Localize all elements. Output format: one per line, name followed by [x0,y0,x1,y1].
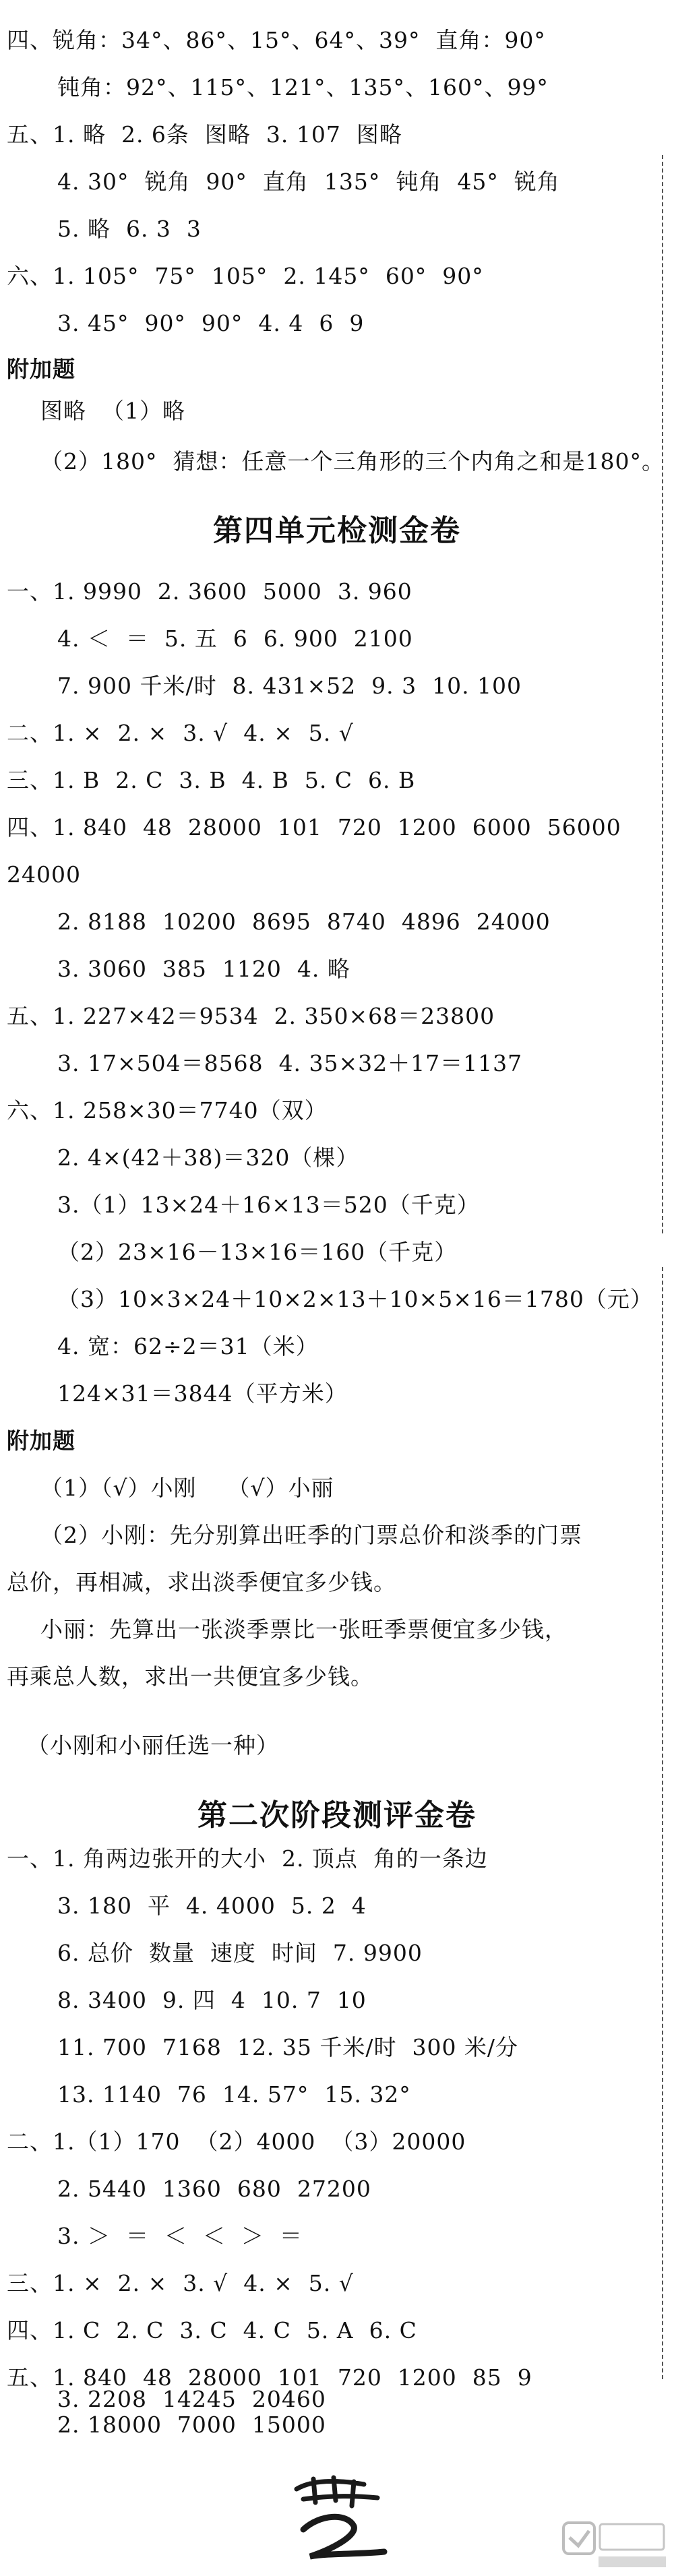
answer-line: 六、1. 258×30＝7740（双） [7,1097,328,1124]
answer-line: 2. 8188 10200 8695 8740 4896 24000 [57,909,551,935]
answer-line: 3.（1）13×24＋16×13＝520（千克） [57,1192,480,1218]
answer-line: 8. 3400 9. 四 4 10. 7 10 [57,1987,367,2013]
bonus-heading: 附加题 [7,1428,75,1454]
answer-line: 五、1. 略 2. 6条 图略 3. 107 图略 [7,121,402,148]
answer-line: 三、1. B 2. C 3. B 4. B 5. C 6. B [7,767,416,793]
answer-line: （小刚和小丽任选一种） [27,1732,279,1758]
answer-line: 3. 3060 385 1120 4. 略 [57,956,350,982]
answer-line: 四、锐角：34°、86°、15°、64°、39° 直角：90° [7,27,546,53]
bonus-heading: 附加题 [7,356,75,382]
answer-line: （2）小刚：先分别算出旺季的门票总价和淡季的门票 [40,1522,582,1548]
answer-line: 3. 45° 90° 90° 4. 4 6 9 [57,310,365,336]
answer-line: 二、1. × 2. × 3. √ 4. × 5. √ [7,720,354,746]
answer-line: 6. 总价 数量 速度 时间 7. 9900 [57,1940,423,1966]
answer-line: 3. 17×504＝8568 4. 35×32＋17＝1137 [57,1050,523,1076]
answer-line: 四、1. C 2. C 3. C 4. C 5. A 6. C [7,2317,417,2343]
answer-line: 一、1. 9990 2. 3600 5000 3. 960 [7,578,412,605]
answer-line: 总价，再相减，求出淡季便宜多少钱。 [7,1569,396,1595]
answer-line: 4. ＜ ＝ 5. 五 6 6. 900 2100 [57,625,413,652]
answer-line: （3）10×3×24＋10×2×13＋10×5×16＝1780（元） [57,1286,653,1312]
section-title: 第二次阶段测评金卷 [197,1798,477,1833]
answer-line: 一、1. 角两边张开的大小 2. 顶点 角的一条边 [7,1845,488,1872]
answer-line: 2. 18000 7000 15000 [57,2412,326,2438]
answer-line: 13. 1140 76 14. 57° 15. 32° [57,2081,411,2108]
answer-line: 5. 略 6. 3 3 [57,216,202,242]
answer-line: 五、1. 227×42＝9534 2. 350×68＝23800 [7,1003,495,1029]
answer-line: 11. 700 7168 12. 35 千米/时 300 米/分 [57,2034,519,2060]
answer-line: （2）23×16－13×16＝160（千克） [57,1239,458,1265]
answer-line: 4. 30° 锐角 90° 直角 135° 钝角 45° 锐角 [57,168,560,195]
section-title: 第四单元检测金卷 [213,514,461,548]
answer-line: 六、1. 105° 75° 105° 2. 145° 60° 90° [7,263,484,289]
answer-line: 图略 （1）略 [40,398,185,424]
answer-line: 7. 900 千米/时 8. 431×52 9. 3 10. 100 [57,673,522,699]
handwritten-page-number [283,2465,398,2567]
answer-line: 3. 180 平 4. 4000 5. 2 4 [57,1893,367,1919]
answer-line: 二、1.（1）170 （2）4000 （3）20000 [7,2128,466,2155]
answer-line: 五、1. 840 48 28000 101 720 1200 85 9 [7,2364,532,2391]
answer-line: 2. 5440 1360 680 27200 [57,2176,371,2202]
answer-line: 再乘总人数，求出一共便宜多少钱。 [7,1663,373,1690]
answer-line: 3. ＞ ＝ ＜ ＜ ＞ ＝ [57,2223,303,2249]
cut-line [662,1267,663,2379]
answer-line: 小丽：先算出一张淡季票比一张旺季票便宜多少钱， [40,1616,568,1643]
answer-line: 24000 [7,861,81,888]
answer-line: （1）（√）小刚 （√）小丽 [40,1475,334,1501]
answer-line: 124×31＝3844（平方米） [57,1380,348,1407]
answer-line: 2. 4×(42＋38)＝320（棵） [57,1144,359,1171]
answer-line: 4. 宽：62÷2＝31（米） [57,1333,319,1359]
answer-line: 钝角：92°、115°、121°、135°、160°、99° [57,74,549,100]
watermark-logo [559,2517,671,2571]
answer-line: （2）180° 猜想：任意一个三角形的三个内角之和是180°。 [40,448,665,474]
answer-line: 3. 2208 14245 20460 [57,2386,326,2412]
answer-line: 三、1. × 2. × 3. √ 4. × 5. √ [7,2270,354,2296]
answer-line: 四、1. 840 48 28000 101 720 1200 6000 56000 [7,814,621,840]
cut-line [662,155,663,1233]
